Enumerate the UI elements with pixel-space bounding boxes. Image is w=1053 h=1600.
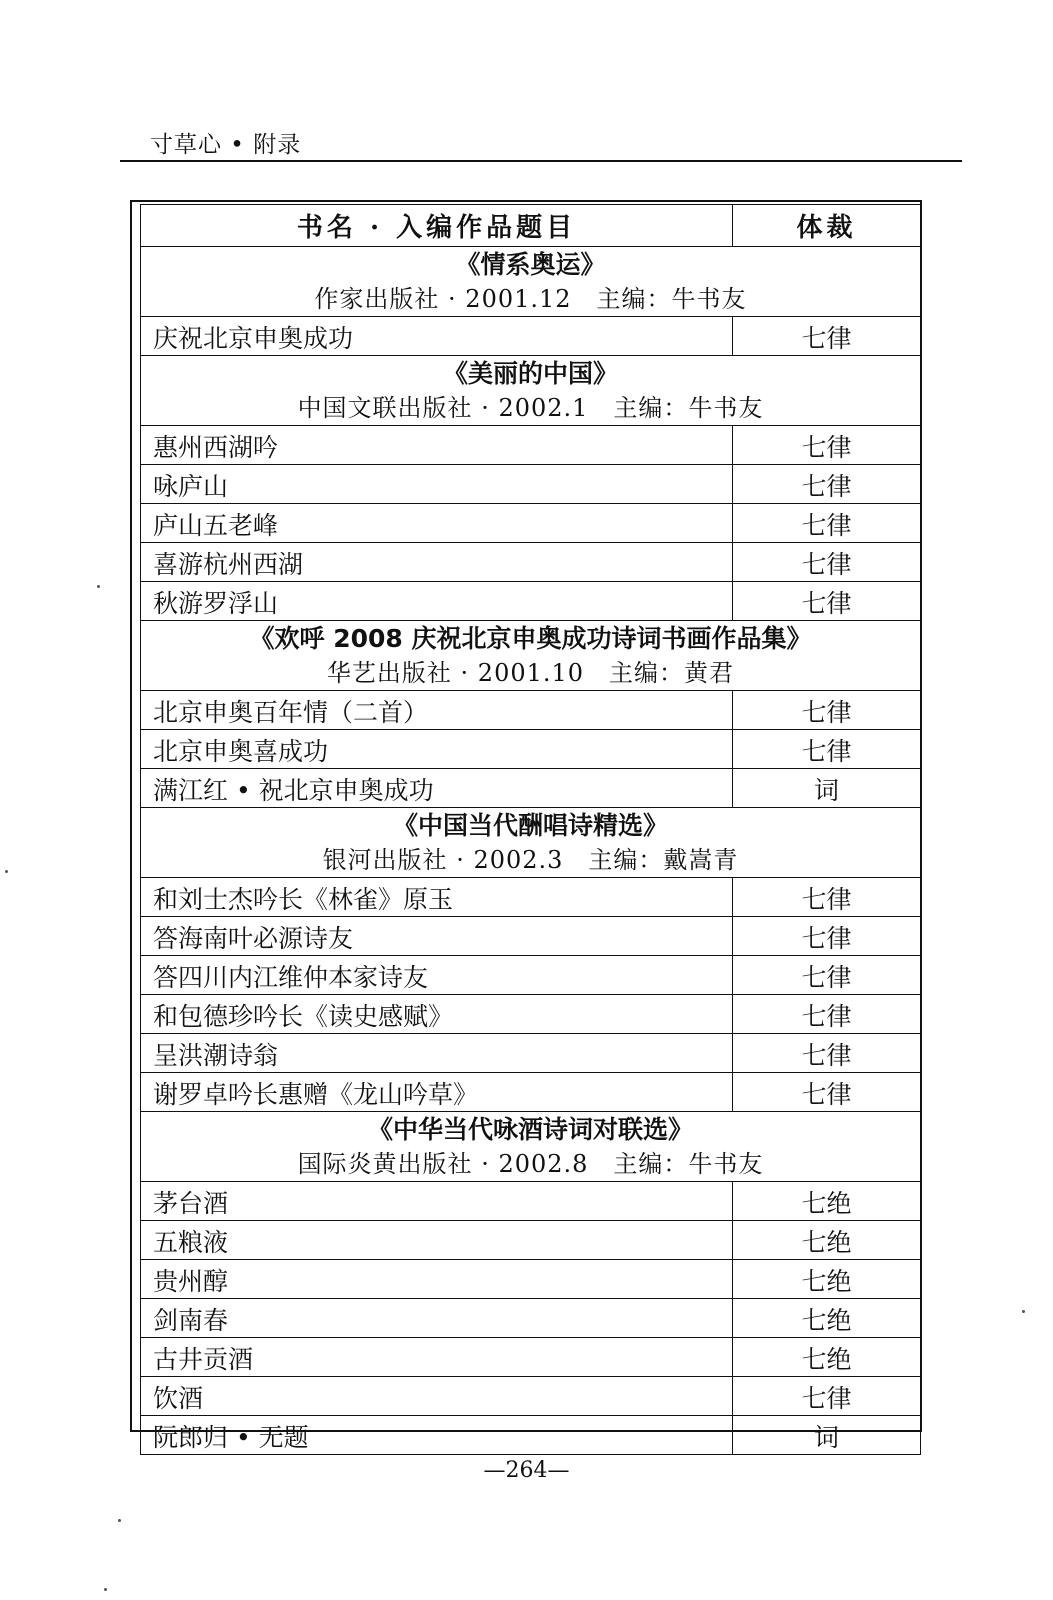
table-row (141, 878, 921, 917)
work-title-cell: 答海南叶必源诗友 (141, 917, 733, 956)
work-genre-cell: 七绝 (733, 1182, 921, 1221)
work-genre-cell: 七律 (733, 956, 921, 995)
book-header-row (141, 621, 921, 691)
running-head: 寸草心 • 附录 (150, 132, 302, 158)
book-title: 《情系奥运》 (455, 249, 606, 279)
table-row (141, 956, 921, 995)
scan-speck (118, 1519, 121, 1522)
book-header-row (141, 808, 921, 878)
scan-speck (104, 1588, 107, 1591)
work-genre-cell: 七律 (733, 1073, 921, 1112)
work-genre-cell: 七律 (733, 691, 921, 730)
book-title: 《美丽的中国》 (442, 358, 618, 388)
book-publisher-info: 中国文联出版社 · 2002.1 主编：牛书友 (297, 393, 764, 422)
work-genre-cell: 七律 (733, 878, 921, 917)
catalog-table (140, 204, 921, 1455)
work-genre-cell: 七律 (733, 917, 921, 956)
work-title-cell: 咏庐山 (141, 465, 733, 504)
table-row (141, 1338, 921, 1377)
work-title-cell: 和刘士杰吟长《林雀》原玉 (141, 878, 733, 917)
work-title-cell: 喜游杭州西湖 (141, 543, 733, 582)
table-row (141, 769, 921, 808)
book-header-row (141, 1112, 921, 1182)
book-header-row (141, 247, 921, 317)
work-genre-cell: 七绝 (733, 1260, 921, 1299)
table-row (141, 543, 921, 582)
book-header-row (141, 356, 921, 426)
work-title-cell: 剑南春 (141, 1299, 733, 1338)
work-genre-cell: 七律 (733, 504, 921, 543)
work-genre-cell: 七律 (733, 1377, 921, 1416)
book-header-cell (141, 1112, 921, 1182)
book-publisher-info: 华艺出版社 · 2001.10 主编：黄君 (326, 658, 735, 687)
table-row (141, 995, 921, 1034)
table-row (141, 917, 921, 956)
header-title-cell: 书名 · 入编作品题目 (141, 205, 733, 247)
book-header-cell (141, 356, 921, 426)
work-title-cell: 谢罗卓吟长惠赠《龙山吟草》 (141, 1073, 733, 1112)
work-title-cell: 呈洪潮诗翁 (141, 1034, 733, 1073)
work-title-cell: 阮郎归 • 无题 (141, 1416, 733, 1455)
table-row (141, 465, 921, 504)
catalog-table-body (141, 205, 921, 1455)
work-title-cell: 庆祝北京申奥成功 (141, 317, 733, 356)
work-title-cell: 北京申奥百年情（二首） (141, 691, 733, 730)
work-title-cell: 茅台酒 (141, 1182, 733, 1221)
table-row (141, 691, 921, 730)
table-row (141, 1416, 921, 1455)
work-genre-cell: 七律 (733, 426, 921, 465)
table-header-row (141, 205, 921, 247)
book-publisher-info: 银河出版社 · 2002.3 主编：戴嵩青 (322, 845, 739, 874)
work-genre-cell: 七律 (733, 543, 921, 582)
work-genre-cell: 七绝 (733, 1299, 921, 1338)
table-row (141, 1182, 921, 1221)
book-publisher-info: 国际炎黄出版社 · 2002.8 主编：牛书友 (297, 1149, 764, 1178)
work-title-cell: 北京申奥喜成功 (141, 730, 733, 769)
table-row (141, 1221, 921, 1260)
book-publisher-info: 作家出版社 · 2001.12 主编：牛书友 (314, 284, 747, 313)
work-genre-cell: 七律 (733, 582, 921, 621)
table-row (141, 1377, 921, 1416)
work-genre-cell: 七律 (733, 995, 921, 1034)
work-title-cell: 五粮液 (141, 1221, 733, 1260)
catalog-table-frame (130, 200, 922, 1452)
table-row (141, 1034, 921, 1073)
work-genre-cell: 七律 (733, 730, 921, 769)
book-header-cell (141, 808, 921, 878)
book-title: 《欢呼 2008 庆祝北京申奥成功诗词书画作品集》 (249, 623, 812, 653)
work-title-cell: 满江红 • 祝北京申奥成功 (141, 769, 733, 808)
page-number: —264— (483, 1458, 570, 1483)
work-title-cell: 和包德珍吟长《读史感赋》 (141, 995, 733, 1034)
header-genre-cell: 体裁 (733, 205, 921, 247)
work-title-cell: 饮酒 (141, 1377, 733, 1416)
header-rule (120, 160, 962, 162)
book-title: 《中国当代酬唱诗精选》 (392, 810, 668, 840)
scan-speck (97, 585, 100, 588)
table-row (141, 582, 921, 621)
work-genre-cell: 词 (733, 1416, 921, 1455)
book-header-cell (141, 621, 921, 691)
work-genre-cell: 七律 (733, 317, 921, 356)
table-row (141, 730, 921, 769)
table-row (141, 1073, 921, 1112)
table-row (141, 426, 921, 465)
work-title-cell: 秋游罗浮山 (141, 582, 733, 621)
table-row (141, 504, 921, 543)
work-genre-cell: 七律 (733, 1034, 921, 1073)
book-header-cell (141, 247, 921, 317)
work-title-cell: 庐山五老峰 (141, 504, 733, 543)
work-genre-cell: 词 (733, 769, 921, 808)
work-genre-cell: 七律 (733, 465, 921, 504)
work-title-cell: 答四川内江维仲本家诗友 (141, 956, 733, 995)
work-genre-cell: 七绝 (733, 1221, 921, 1260)
table-row (141, 317, 921, 356)
work-genre-cell: 七绝 (733, 1338, 921, 1377)
table-row (141, 1299, 921, 1338)
work-title-cell: 贵州醇 (141, 1260, 733, 1299)
work-title-cell: 惠州西湖吟 (141, 426, 733, 465)
work-title-cell: 古井贡酒 (141, 1338, 733, 1377)
book-title: 《中华当代咏酒诗词对联选》 (367, 1114, 693, 1144)
scan-speck (5, 870, 8, 873)
scan-speck (1022, 1310, 1025, 1313)
table-row (141, 1260, 921, 1299)
